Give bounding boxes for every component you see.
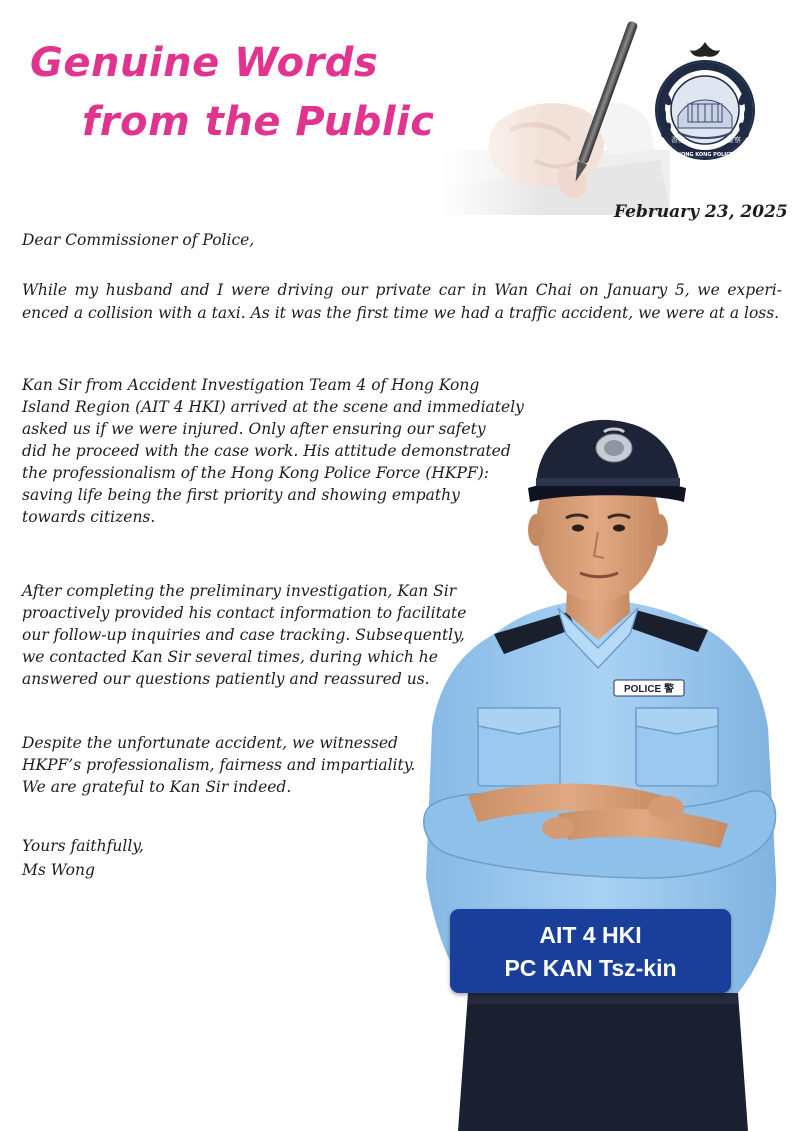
officer-name-badge	[450, 909, 731, 993]
paragraph-2-line: towards citizens.	[22, 508, 156, 526]
paragraph-2-line: did he proceed with the case work. His attitude demonstrated	[22, 442, 511, 460]
paragraph-3-line: After completing the preliminary investigation, Kan Sir	[22, 582, 457, 600]
paragraph-3-line: answered our questions patiently and reassured us.	[22, 670, 430, 688]
paragraph-3	[22, 580, 466, 690]
uniform-police-badge-text: POLICE 警	[623, 684, 675, 695]
crest-text-left: 香港	[671, 136, 685, 144]
paragraph-3-line: proactively provided his contact information to facilitate	[22, 604, 467, 622]
paragraph-2-line: Island Region (AIT 4 HKI) arrived at the scene and immediately	[22, 398, 524, 416]
letter-date: February 23, 2025	[614, 202, 788, 222]
salutation: Dear Commissioner of Police,	[22, 231, 255, 249]
title-line-2: from the Public	[82, 99, 435, 145]
crest-text-bottom: HONG KONG POLICE	[676, 152, 734, 158]
officer-name: PC KAN Tsz-kin	[504, 955, 677, 981]
paragraph-4	[22, 732, 415, 798]
paragraph-2-line: saving life being the first priority and showing empathy	[22, 486, 460, 504]
paragraph-1: While my husband and I were driving our private car in Wan Chai on January 5, we experi- enced a collision with a taxi. As it was the first time we had a traffic accident, we were at a loss.	[22, 281, 782, 322]
closing: Yours faithfully,	[22, 837, 144, 855]
officer-team: AIT 4 HKI	[539, 922, 642, 948]
paragraph-4-line: Despite the unfortunate accident, we witnessed	[22, 734, 398, 752]
paragraph-2-line: asked us if we were injured. Only after ensuring our safety	[22, 420, 486, 438]
paragraph-4-line: We are grateful to Kan Sir indeed.	[22, 778, 292, 796]
police-crest-logo	[650, 38, 760, 168]
writing-hand-illustration	[440, 0, 670, 215]
paragraph-2-line: Kan Sir from Accident Investigation Team 4 of Hong Kong	[22, 376, 480, 394]
paragraph-3-line: our follow-up inquiries and case tracking. Subsequently,	[22, 626, 465, 644]
paragraph-2-line: the professionalism of the Hong Kong Police Force (HKPF):	[22, 464, 489, 482]
police-officer-illustration	[408, 408, 800, 1131]
paragraph-4-line: HKPF’s professionalism, fairness and impartiality.	[22, 756, 416, 774]
title-line-1: Genuine Words	[30, 40, 379, 86]
signature: Ms Wong	[22, 861, 95, 879]
crest-text-right: 警察	[727, 136, 741, 144]
paragraph-3-line: we contacted Kan Sir several times, during which he	[22, 648, 438, 666]
